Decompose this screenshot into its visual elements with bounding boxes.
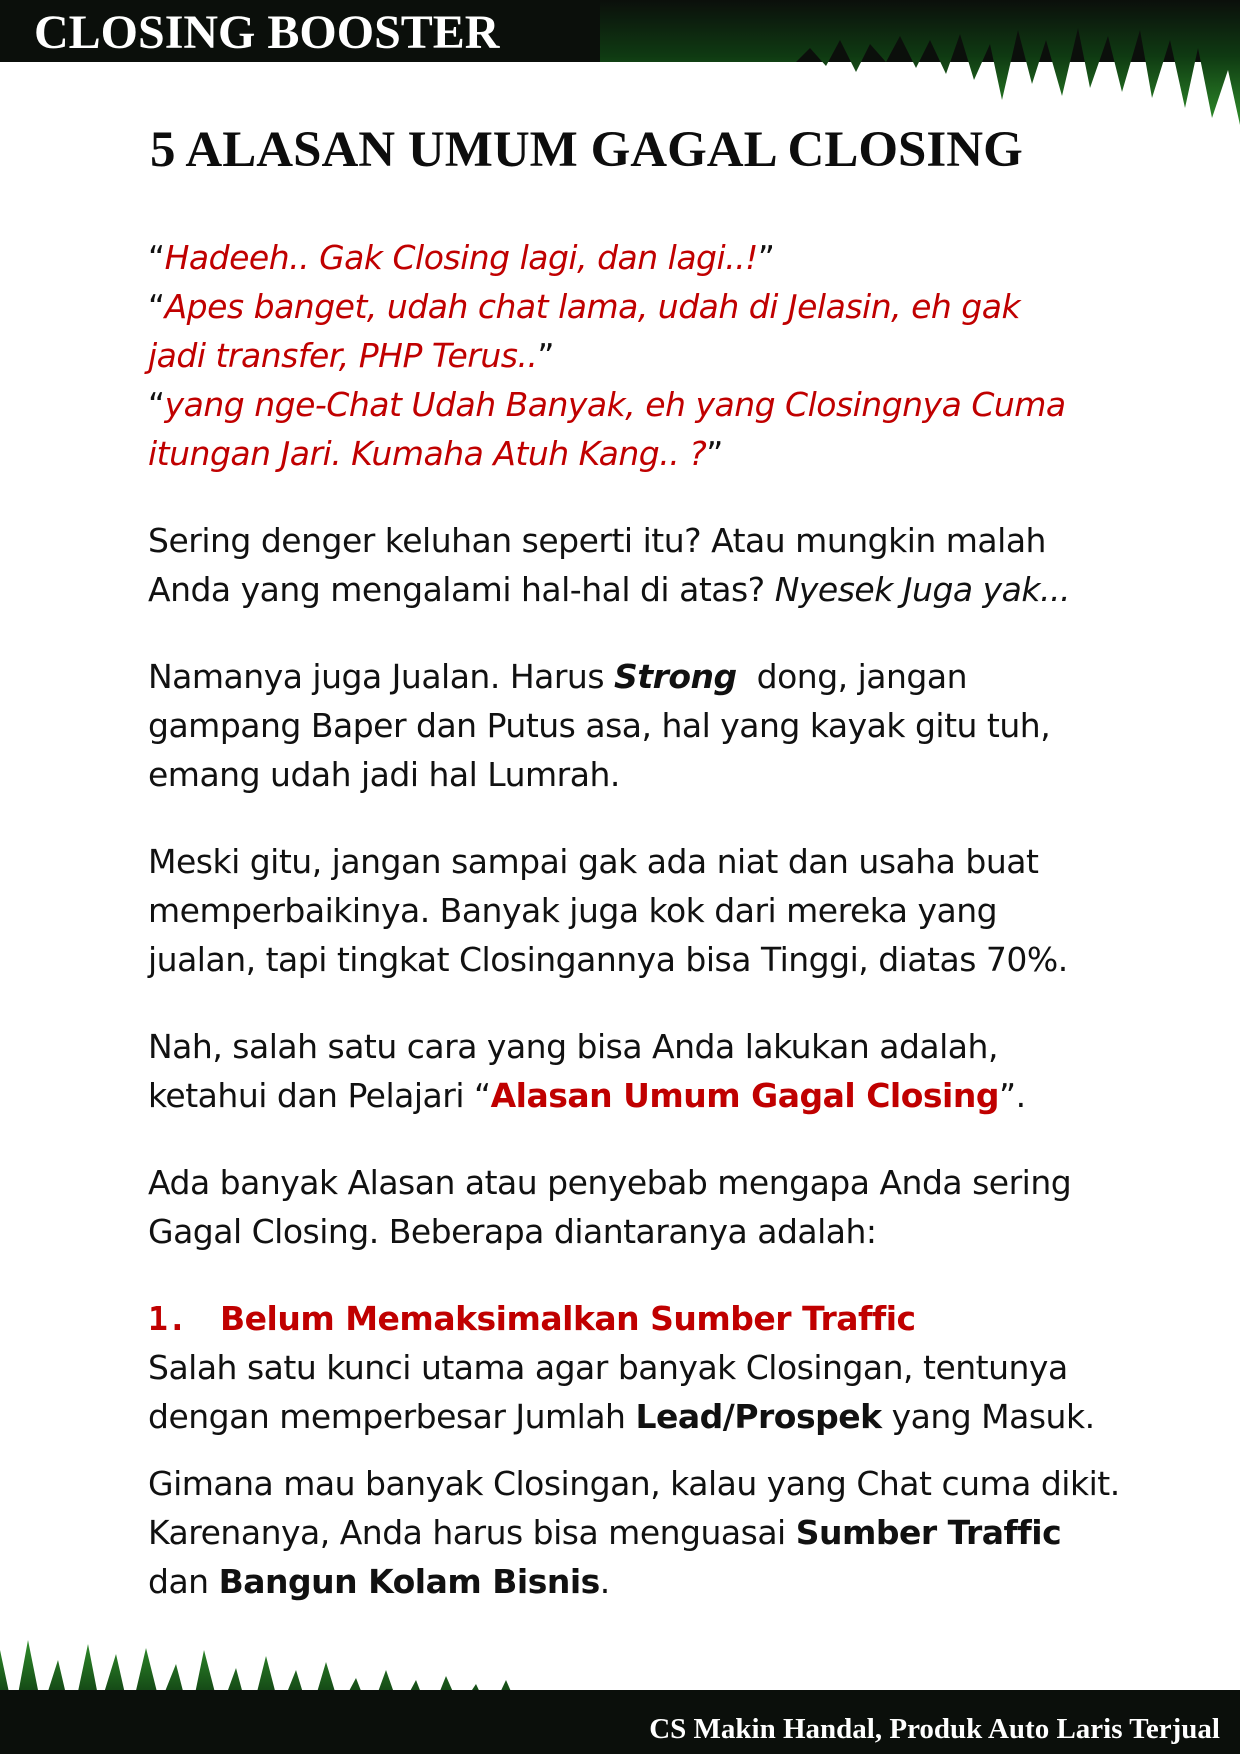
grass-top-right-decoration bbox=[600, 0, 1240, 130]
article-body bbox=[148, 233, 1123, 1606]
section-1-paragraph-2: Gimana mau banyak Closingan, kalau yang Chat cuma dikit. Karenanya, Anda harus bisa menguasai Sumber Traffic dan Bangun Kolam Bisnis. bbox=[148, 1464, 1120, 1601]
paragraph-5 bbox=[148, 1158, 1123, 1256]
section-1-line1: Salah satu kunci utama agar banyak Closingan, tentunya bbox=[148, 1348, 1068, 1387]
paragraph-2-before: Namanya juga Jualan. Harus bbox=[148, 657, 605, 696]
section-1-after: yang Masuk. bbox=[891, 1397, 1095, 1436]
strong-emphasis: Strong bbox=[614, 657, 737, 696]
paragraph-1 bbox=[148, 516, 1123, 614]
paragraph-2 bbox=[148, 652, 1123, 799]
section-1-p2-before: Karenanya, Anda harus bisa menguasai bbox=[148, 1513, 786, 1552]
section-1-p2-mid: dan bbox=[148, 1562, 209, 1601]
paragraph-4-before: ketahui dan Pelajari bbox=[148, 1076, 465, 1115]
quote-3-line1: yang nge-Chat Udah Banyak, eh yang Closingnya Cuma bbox=[164, 385, 1066, 424]
brand-title: CLOSING BOOSTER bbox=[34, 6, 500, 59]
section-1-before: dengan memperbesar Jumlah bbox=[148, 1397, 626, 1436]
paragraph-1-text: Sering denger keluhan seperti itu? Atau mungkin malah Anda yang mengalami hal-hal di atas? bbox=[148, 521, 1046, 609]
quote-1: “Hadeeh.. Gak Closing lagi, dan lagi..!” bbox=[148, 238, 775, 277]
bangun-kolam-bisnis-bold: Bangun Kolam Bisnis bbox=[218, 1562, 600, 1601]
section-1-p2-line1: Gimana mau banyak Closingan, kalau yang Chat cuma dikit. bbox=[148, 1464, 1120, 1503]
paragraph-4: Nah, salah satu cara yang bisa Anda lakukan adalah, ketahui dan Pelajari “Alasan Umum Gagal Closing”. bbox=[148, 1027, 1026, 1115]
quote-1-text: Hadeeh.. Gak Closing lagi, dan lagi..! bbox=[164, 238, 758, 277]
quote-3: “yang nge-Chat Udah Banyak, eh yang Closingnya Cuma itungan Jari. Kumaha Atuh Kang.. ?” bbox=[148, 385, 1066, 473]
quote-2-line2: jadi transfer, PHP Terus.. bbox=[148, 336, 538, 375]
paragraph-1-italic: Nyesek Juga yak... bbox=[774, 570, 1070, 609]
lead-prospek-bold: Lead/Prospek bbox=[635, 1397, 882, 1436]
paragraph-3 bbox=[148, 837, 1123, 984]
quote-3-line2: itungan Jari. Kumaha Atuh Kang.. ? bbox=[148, 434, 707, 473]
section-1-heading bbox=[148, 1294, 1123, 1343]
highlight-phrase: Alasan Umum Gagal Closing bbox=[490, 1076, 999, 1115]
section-1-number: 1. bbox=[148, 1299, 187, 1338]
section-1-paragraph bbox=[148, 1343, 1123, 1441]
paragraph-5-line1: Ada banyak Alasan atau penyebab mengapa Anda sering bbox=[148, 1163, 1072, 1202]
section-1-heading-text: Belum Memaksimalkan Sumber Traffic bbox=[220, 1299, 916, 1338]
footer-tagline: CS Makin Handal, Produk Auto Laris Terjual bbox=[649, 1713, 1220, 1745]
paragraph-4-line1: Nah, salah satu cara yang bisa Anda lakukan adalah, bbox=[148, 1027, 998, 1066]
paragraph-3-line3: jualan, tapi tingkat Closingannya bisa Tinggi, diatas 70%. bbox=[148, 940, 1068, 979]
paragraph-3-line1: Meski gitu, jangan sampai gak ada niat dan usaha buat bbox=[148, 842, 1039, 881]
page-title: 5 ALASAN UMUM GAGAL CLOSING bbox=[150, 122, 1023, 178]
paragraph-3-line2: memperbaikinya. Banyak juga kok dari mereka yang bbox=[148, 891, 998, 930]
paragraph-5-line2: Gagal Closing. Beberapa diantaranya adalah: bbox=[148, 1212, 877, 1251]
quote-2: “Apes banget, udah chat lama, udah di Jelasin, eh gak jadi transfer, PHP Terus..” bbox=[148, 287, 1021, 375]
quote-2-line1: Apes banget, udah chat lama, udah di Jelasin, eh gak bbox=[164, 287, 1021, 326]
paragraph-2-after: dong, jangan gampang Baper dan Putus asa, hal yang kayak gitu tuh, emang udah jadi hal Lumrah. bbox=[148, 657, 1051, 794]
sumber-traffic-bold: Sumber Traffic bbox=[795, 1513, 1062, 1552]
